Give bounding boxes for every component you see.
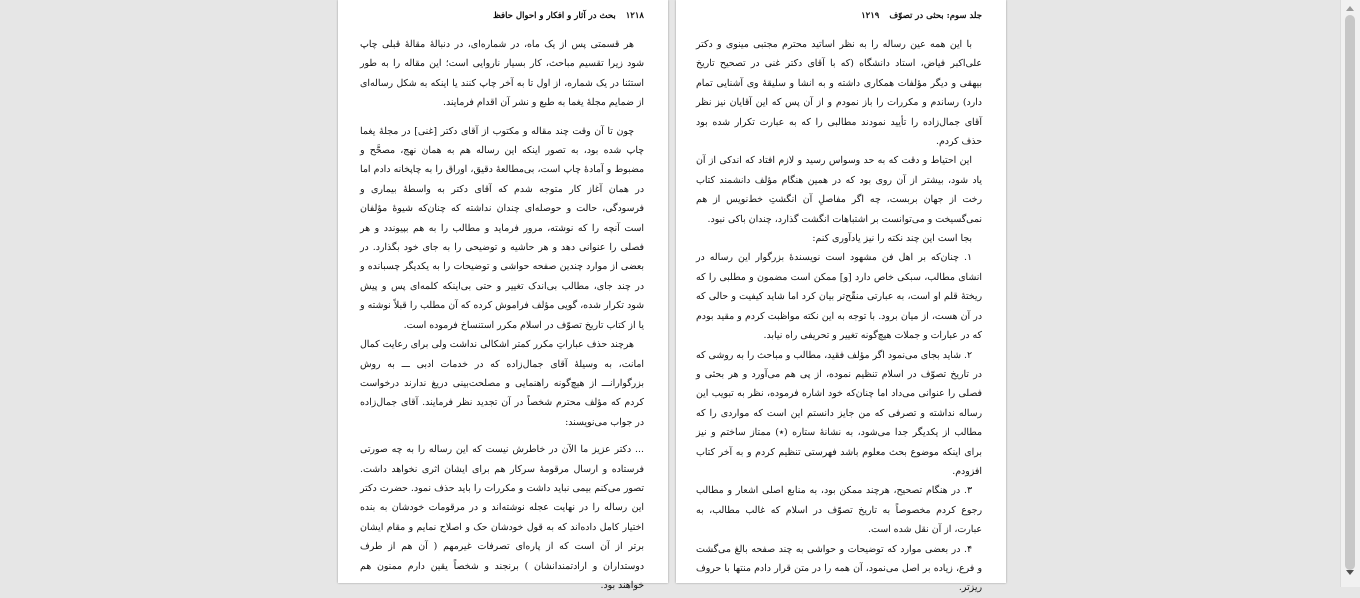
page-1218 [338,0,668,591]
paragraph: هرچند حذف عباراتِ مکرر کمتر اشکالی نداشت ولی برای رعایت کمال امانت، به وسیلهٔ آقای جمال‌زاده که در خدمات ادبی ـــ به روش بزرگوارانـــ از هیچ‌گونه راهنمایی و مصلحت‌بینی دریغ ندارند درخواست کردم که مؤلف محترم شخصاً در آن تجدید نظر فرمایند. آقای جمال‌زاده در جواب می‌نویسند: [360,339,644,428]
running-title: بحث در آثار و افکار و احوال حافظ [492,11,616,21]
page-number: ۱۲۱۸ [625,11,644,21]
page-number: ۱۲۱۹ [861,11,880,21]
vertical-scrollbar[interactable] [1340,0,1360,587]
page-1219 [676,0,1006,594]
running-title: جلد سوم: بحثی در تصوّف [889,11,982,21]
scroll-down-arrow-icon[interactable] [1346,570,1354,575]
paragraph: هر قسمتی پس از یک ماه، در شماره‌ای، در دنبالهٔ مقالهٔ قبلی چاپ شود زیرا تقسیم مباحث، کار بسیار ناروایی است؛ این مقاله را به طور استثنا در یک شماره، از اول تا به آخر چاپ کنند یا اینکه به شکل رساله‌ای از ضمایم مجلهٔ یغما به طبع و نشر آن اقدام فرمایند. [360,39,644,109]
quoted-letter: ... دکتر عزیز ما الآن در خاطرش نیست که این رساله را به چه صورتی فرستاده و ارسال مرقومهٔ سرکار هم برای ایشان اثری نخواهد داشت. تصور می‌کنم بیمی نباید داشت و مکررات را باید حذف نمود. حضرت دکتر این رساله را در نهایت عجله نوشته‌اند و در مرقومات خودشان به بنده اختیار کامل داده‌اند که به قول خودشان حک و اصلاح نمایم و مقام ایشان برتر از آن است که از پاره‌ای تصرفات غیرمهم ( آن هم از طرف دوستداران و ارادتمندانشان ) برنجند و شخصاً یقین دارم ممنون هم خواهند بود. [360,444,644,591]
paragraph: با این همه عین رساله را به نظر اساتید محترم مجتبی مینوی و دکتر علی‌اکبر فیاض، استاد دانشگاه (که با آقای دکتر غنی در تصحیح تاریخ بیهقی و دیگر مؤلفات همکاری داشته و به انشا و سلیقهٔ وی آشنایی تمام دارد) رساندم و مکررات را باز نمودم و از آن پس که این آقایان نیز نظر آقای جمال‌زاده را تأیید نمودند مطالبی را که به عبارت تکرار شده بود حذف کردم. [696,39,982,148]
scrollbar-thumb[interactable] [1345,15,1355,570]
page-header [698,9,982,23]
page-header [360,9,644,23]
numbered-item: ۲. شاید بجای می‌نمود اگر مؤلف فقید، مطالب و مباحث را به روشی که در تاریخ تصوّف در اسلام تنظیم نموده، از پی هم می‌آورد و هر بحثی و فصلی را عنوانی می‌داد اما چنان‌که خود اشاره فرموده، نظر به تبویب این رساله نداشته و تصرفی که من جایز دانستم این است که مواردی را که مطالب از یکدیگر جدا می‌شود، به نشانهٔ ستاره (٭) ممتاز ساختم و نیز برای اینکه موضوع بحث معلوم باشد فهرستی تنظیم کردم و به آخر کتاب افزودم. [696,349,982,477]
numbered-item: ۱. چنان‌که بر اهل فن مشهود است نویسندهٔ بزرگوار این رساله در انشای مطالب، سبکی خاص دارد [و] ممکن است مضمون و مطلبی را که ریختهٔ قلم او است، به عبارتی منقّح‌تر بیان کرد اما شاید کیفیت و حالی که در آن هست، از میان برود. با توجه به این نکته مواظبت کردم و مقید بودم که در عبارات و جملات هیچ‌گونه تغییر و تحریفی راه نیابد. [696,252,982,342]
paragraph: چون تا آن وقت چند مقاله و مکتوب از آقای دکتر [غنی] در مجلهٔ یغما چاپ شده بود، به تصور اینکه این رساله هم به همان نهج، مصحَّح و مضبوط و آمادهٔ چاپ است، بی‌مطالعهٔ دقیق، اوراق را به چاپخانه دادم اما در همان آغاز کار متوجه شدم که آقای دکتر به واسطهٔ بیماری و فرسودگی، حالت و حوصله‌ای چندان نداشته که چنان‌که شیوهٔ مؤلفان است آنچه را که نوشته، مرور فرماید و مطالب را به هم بپیوندد و هر فصلی را عنوانی دهد و هر حاشیه و توضیحی را به جای خود بگذارد. در بعضی از موارد چندین صفحه حواشی و توضیحات را به یکدیگر چسبانده و در چند جای، مطالب بی‌اندک تغییر و حتی بی‌اینکه کلمه‌ای پس و پیش شود تکرار شده، گویی مؤلف فراموش کرده که آن مطلب را قبلاً نوشته و یا از کتاب تاریخ تصوّف در اسلام مکرر استنساخ فرموده است. [360,125,644,331]
page-body [696,35,982,594]
paragraph: بجا است این چند نکته را نیز یادآوری کنم: [812,233,972,245]
paragraph: این احتیاط و دقت که به حد وسواس رسید و لازم افتاد که اندکی از آن یاد شود، بیشتر از آن روی بود که در همین هنگام مؤلف دانشمند کتاب رخت از جهان بربست، چه اگر مفاصلِ آن انگشتِ خط‌نویس از هم نمی‌گسیخت و می‌توانست بر اشتباهات انگشت گذارد، چندان باکی نبود. [696,155,982,225]
scroll-up-arrow-icon[interactable] [1346,6,1354,11]
numbered-item: ۳. در هنگام تصحیح، هرچند ممکن بود، به منابع اصلی اشعار و مطالب رجوع کردم مخصوصاً به تاریخ تصوّف در اسلام که غالب مطالب، به عبارت، از آن نقل شده است. [696,485,982,536]
page-body [360,35,644,591]
numbered-item: ۴. در بعضی موارد که توضیحات و حواشی به چند صفحه بالغ می‌گشت و فرع، زیاده بر اصل می‌نمود، آن همه را در متن قرار دادم منتها با حروف ریزتر. [696,543,982,594]
